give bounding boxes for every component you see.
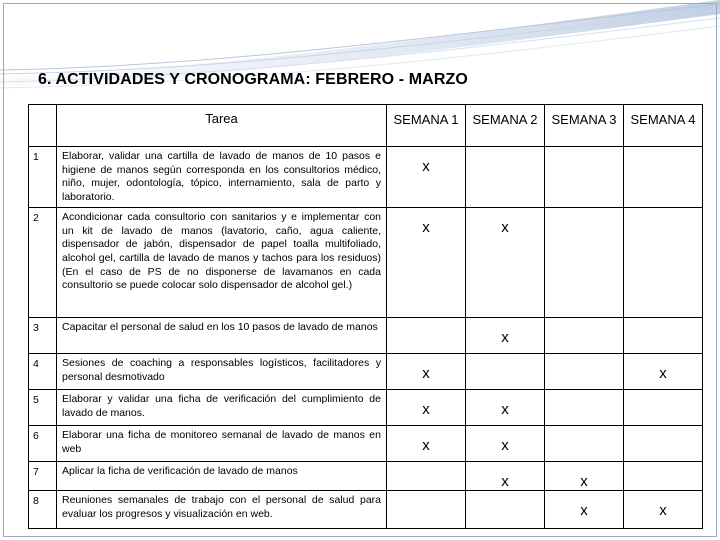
week-4-mark: x bbox=[624, 490, 703, 528]
table-row bbox=[29, 207, 703, 317]
row-number: 2 bbox=[29, 207, 57, 317]
header-week-3: SEMANA 3 bbox=[545, 105, 624, 147]
task-description: Elaborar y validar una ficha de verificación del cumplimiento de lavado de manos. bbox=[57, 389, 387, 425]
slide-title: 6. ACTIVIDADES Y CRONOGRAMA: FEBRERO - MARZO bbox=[38, 71, 468, 88]
week-3-mark bbox=[545, 425, 624, 461]
task-description: Elaborar, validar una cartilla de lavado de manos de 10 pasos e higiene de manos según corresponda en los consultorios médico, niño, mujer, odontología, tópico, internamiento, sala de parto y laboratorio. bbox=[57, 147, 387, 208]
header-task: Tarea bbox=[57, 105, 387, 147]
task-description: Acondicionar cada consultorio con sanitarios y e implementar con un kit de lavado de manos (lavatorio, caño, agua caliente, dispensador de jabón, dispensador de papel toalla multifoliado, alcohol gel, cartilla de lavado de manos y tachos para los residuos) (En el caso de PS de no disponerse de lavamanos en cada consultorio se puede colocar solo dispensador de alcohol gel.) bbox=[57, 207, 387, 317]
header-week-1: SEMANA 1 bbox=[387, 105, 466, 147]
header-week-2: SEMANA 2 bbox=[466, 105, 545, 147]
row-number: 5 bbox=[29, 389, 57, 425]
schedule-table bbox=[28, 104, 703, 529]
week-4-mark: x bbox=[624, 353, 703, 389]
task-description: Sesiones de coaching a responsables logísticos, facilitadores y personal desmotivado bbox=[57, 353, 387, 389]
week-4-mark bbox=[624, 317, 703, 353]
week-3-mark bbox=[545, 317, 624, 353]
week-3-mark: x bbox=[545, 490, 624, 528]
table-header-row bbox=[29, 105, 703, 147]
week-4-mark bbox=[624, 147, 703, 208]
week-3-mark bbox=[545, 207, 624, 317]
week-2-mark bbox=[466, 147, 545, 208]
header-week-4: SEMANA 4 bbox=[624, 105, 703, 147]
header-num-cell bbox=[29, 105, 57, 147]
week-1-mark: x bbox=[387, 389, 466, 425]
week-2-mark: x bbox=[466, 425, 545, 461]
week-1-mark: x bbox=[387, 147, 466, 208]
week-1-mark: x bbox=[387, 207, 466, 317]
week-1-mark bbox=[387, 461, 466, 490]
task-description: Elaborar una ficha de monitoreo semanal de lavado de manos en web bbox=[57, 425, 387, 461]
week-3-mark bbox=[545, 147, 624, 208]
row-number: 4 bbox=[29, 353, 57, 389]
week-4-mark bbox=[624, 389, 703, 425]
table-row bbox=[29, 389, 703, 425]
week-1-mark bbox=[387, 317, 466, 353]
row-number: 7 bbox=[29, 461, 57, 490]
row-number: 1 bbox=[29, 147, 57, 208]
week-2-mark bbox=[466, 353, 545, 389]
week-3-mark: x bbox=[545, 461, 624, 490]
table-row bbox=[29, 353, 703, 389]
task-description: Aplicar la ficha de verificación de lavado de manos bbox=[57, 461, 387, 490]
task-description: Capacitar el personal de salud en los 10 pasos de lavado de manos bbox=[57, 317, 387, 353]
week-2-mark: x bbox=[466, 317, 545, 353]
table-row bbox=[29, 461, 703, 490]
row-number: 6 bbox=[29, 425, 57, 461]
week-1-mark bbox=[387, 490, 466, 528]
week-2-mark: x bbox=[466, 461, 545, 490]
week-1-mark: x bbox=[387, 353, 466, 389]
table-row bbox=[29, 147, 703, 208]
week-2-mark: x bbox=[466, 207, 545, 317]
week-3-mark bbox=[545, 389, 624, 425]
week-1-mark: x bbox=[387, 425, 466, 461]
week-4-mark bbox=[624, 425, 703, 461]
row-number: 3 bbox=[29, 317, 57, 353]
table-row bbox=[29, 490, 703, 528]
task-description: Reuniones semanales de trabajo con el personal de salud para evaluar los progresos y visualización en web. bbox=[57, 490, 387, 528]
week-2-mark: x bbox=[466, 389, 545, 425]
table-row bbox=[29, 317, 703, 353]
week-2-mark bbox=[466, 490, 545, 528]
week-3-mark bbox=[545, 353, 624, 389]
row-number: 8 bbox=[29, 490, 57, 528]
table-row bbox=[29, 425, 703, 461]
week-4-mark bbox=[624, 461, 703, 490]
week-4-mark bbox=[624, 207, 703, 317]
